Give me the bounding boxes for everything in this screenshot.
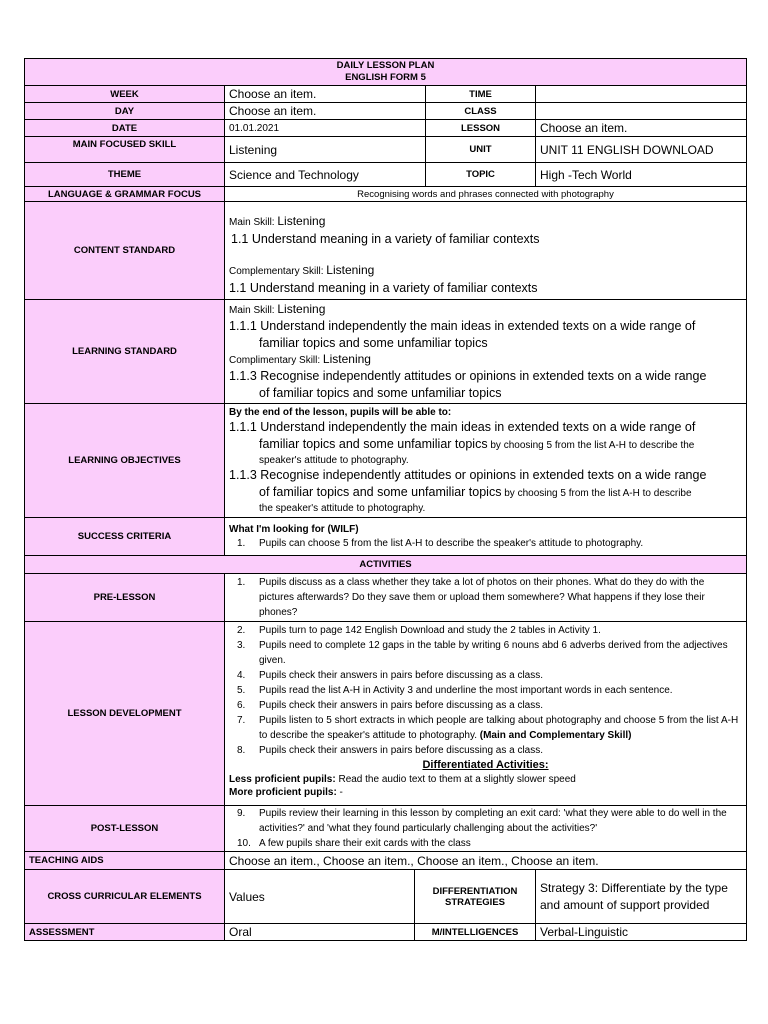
- grammar-label: LANGUAGE & GRAMMAR FOCUS: [25, 187, 225, 202]
- unit-field[interactable]: UNIT 11 ENGLISH DOWNLOAD: [536, 137, 747, 163]
- post-lesson-body: [225, 806, 747, 852]
- date-field[interactable]: 01.01.2021: [225, 120, 426, 137]
- theme-field[interactable]: Science and Technology: [225, 163, 426, 187]
- ls-comp-line-2: of familiar topics and some unfamiliar topics: [259, 385, 502, 400]
- topic-label: TOPIC: [426, 163, 536, 187]
- lo-1-line-3: speaker's attitude to photography.: [259, 455, 409, 466]
- grammar-field[interactable]: Recognising words and phrases connected with photography: [225, 187, 747, 202]
- lesson-plan-document: [24, 58, 746, 941]
- ls-comp-prefix: Complimentary Skill:: [229, 354, 323, 366]
- multiple-intelligences-field[interactable]: Verbal-Linguistic: [536, 924, 747, 941]
- cs-comp-text: 1.1 Understand meaning in a variety of familiar contexts: [229, 281, 538, 295]
- cs-main-prefix: Main Skill:: [229, 217, 278, 228]
- more-proficient-line: More proficient pupils: -: [229, 787, 343, 798]
- less-proficient-line: Less proficient pupils: Read the audio text to them at a slightly slower speed: [229, 774, 576, 785]
- ls-comp-line-1: 1.1.3 Recognise independently attitudes or opinions in extended texts on a wide range: [229, 368, 707, 383]
- lesson-development-label: LESSON DEVELOPMENT: [25, 622, 225, 806]
- pre-lesson-row: [25, 574, 747, 622]
- pre-lesson-body: [225, 574, 747, 622]
- list-item: 2. Pupils turn to page 142 English Download and study the 2 tables in Activity 1.: [237, 625, 601, 636]
- class-label: CLASS: [426, 103, 536, 120]
- time-field[interactable]: [536, 86, 747, 103]
- document-title: [25, 59, 747, 86]
- class-field[interactable]: [536, 103, 747, 120]
- day-row: [25, 103, 747, 120]
- success-criteria-row: [25, 518, 747, 556]
- activities-row: [25, 556, 747, 574]
- differentiated-activities-title: Differentiated Activities:: [422, 759, 549, 771]
- title-line-2: ENGLISH FORM 5: [345, 72, 426, 83]
- lo-2-line-3: the speaker's attitude to photography.: [259, 503, 426, 514]
- theme-label: THEME: [25, 163, 225, 187]
- list-item: 8. Pupils check their answers in pairs before discussing as a class.: [237, 745, 544, 756]
- lesson-development-row: [25, 622, 747, 806]
- learning-objectives-row: [25, 404, 747, 518]
- learning-standard-body: [225, 300, 747, 404]
- main-skill-field[interactable]: Listening: [225, 137, 426, 163]
- list-item: 10. A few pupils share their exit cards with the class: [237, 838, 471, 849]
- teaching-aids-row: [25, 852, 747, 870]
- teaching-aids-select[interactable]: Choose an item., Choose an item., Choose an item., Choose an item.: [225, 852, 747, 870]
- lo-2-tail: by choosing 5 from the list A-H to describe: [501, 488, 692, 499]
- ls-main-prefix: Main Skill:: [229, 304, 278, 316]
- lesson-plan-table: [24, 58, 747, 941]
- list-item: 9. Pupils review their learning in this lesson by completing an exit card: 'what they were able to do well in the activities?' and 'what they found particularly challenging about the activities?': [237, 808, 727, 834]
- lesson-development-list: [229, 623, 742, 758]
- list-item: 1. Pupils can choose 5 from the list A-H to describe the speaker's attitude to photography.: [237, 537, 644, 549]
- topic-field[interactable]: High -Tech World: [536, 163, 747, 187]
- list-item: 1. Pupils discuss as a class whether they take a lot of photos on their phones. What do they do with the pictures afterwards? Do they save them or upload them somewhere? What happens if they lose their phones?: [237, 577, 705, 618]
- content-standard-row: [25, 202, 747, 300]
- differentiation-field[interactable]: Strategy 3: Differentiate by the type and amount of support provided: [536, 870, 747, 924]
- learning-objectives-label: LEARNING OBJECTIVES: [25, 404, 225, 518]
- lesson-label: LESSON: [426, 120, 536, 137]
- lesson-development-body: [225, 622, 747, 806]
- success-criteria-body: [225, 518, 747, 556]
- pre-lesson-list: [229, 575, 742, 620]
- differentiation-label: DIFFERENTIATION STRATEGIES: [415, 870, 536, 924]
- list-item: 7. Pupils listen to 5 short extracts in which people are talking about photography and choose 5 from the list A-H to describe the speaker's attitude to photography. (Main and Complementary Skill): [237, 715, 739, 741]
- cs-main-text: 1.1 Understand meaning in a variety of familiar contexts: [231, 232, 540, 246]
- skill-row: [25, 137, 747, 163]
- post-lesson-list: [229, 806, 742, 851]
- header-row: [25, 59, 747, 86]
- grammar-row: [25, 187, 747, 202]
- time-label: TIME: [426, 86, 536, 103]
- lo-2-line-2: of familiar topics and some unfamiliar topics: [259, 485, 502, 499]
- unit-label: UNIT: [426, 137, 536, 163]
- theme-row: [25, 163, 747, 187]
- cs-main-skill: Listening: [277, 214, 326, 228]
- day-label: DAY: [25, 103, 225, 120]
- learning-objectives-body: [225, 404, 747, 518]
- lo-intro: By the end of the lesson, pupils will be able to:: [229, 407, 452, 418]
- cs-comp-skill: Listening: [326, 263, 375, 277]
- multiple-intelligences-label: M/INTELLIGENCES: [415, 924, 536, 941]
- week-select[interactable]: Choose an item.: [225, 86, 426, 103]
- assessment-label: ASSESSMENT: [25, 924, 225, 941]
- assessment-field[interactable]: Oral: [225, 924, 415, 941]
- cross-curricular-field[interactable]: Values: [225, 870, 415, 924]
- main-skill-label: MAIN FOCUSED SKILL: [25, 137, 225, 163]
- lo-1-line-2: familiar topics and some unfamiliar topics: [259, 437, 488, 451]
- learning-standard-label: LEARNING STANDARD: [25, 300, 225, 404]
- cross-curricular-label: CROSS CURRICULAR ELEMENTS: [25, 870, 225, 924]
- teaching-aids-label: TEACHING AIDS: [25, 852, 225, 870]
- cross-curricular-row: [25, 870, 747, 924]
- sc-intro: What I'm looking for (WILF): [229, 523, 359, 535]
- ls-main-line-2: familiar topics and some unfamiliar topics: [259, 335, 488, 350]
- lo-2-line-1: 1.1.3 Recognise independently attitudes or opinions in extended texts on a wide range: [229, 468, 707, 482]
- learning-standard-row: [25, 300, 747, 404]
- list-item: 4. Pupils check their answers in pairs before discussing as a class.: [237, 670, 544, 681]
- ls-comp-skill: Listening: [322, 351, 371, 366]
- list-item: 5. Pupils read the list A-H in Activity 3 and underline the most important words in each sentence.: [237, 685, 673, 696]
- lo-1-line-1: 1.1.1 Understand independently the main ideas in extended texts on a wide range of: [229, 420, 696, 434]
- date-row: [25, 120, 747, 137]
- success-criteria-label: SUCCESS CRITERIA: [25, 518, 225, 556]
- content-standard-label: CONTENT STANDARD: [25, 202, 225, 300]
- title-line-1: DAILY LESSON PLAN: [336, 60, 435, 71]
- ls-main-skill: Listening: [277, 301, 326, 316]
- day-select[interactable]: Choose an item.: [225, 103, 426, 120]
- pre-lesson-label: PRE-LESSON: [25, 574, 225, 622]
- assessment-row: [25, 924, 747, 941]
- date-label: DATE: [25, 120, 225, 137]
- activities-title: ACTIVITIES: [25, 556, 747, 574]
- cs-comp-prefix: Complementary Skill:: [229, 266, 327, 277]
- sc-list: [229, 536, 742, 551]
- post-lesson-row: [25, 806, 747, 852]
- lesson-select[interactable]: Choose an item.: [536, 120, 747, 137]
- content-standard-body: [225, 202, 747, 300]
- ls-main-line-1: 1.1.1 Understand independently the main ideas in extended texts on a wide range of: [229, 318, 696, 333]
- week-row: [25, 86, 747, 103]
- list-item: 3. Pupils need to complete 12 gaps in the table by writing 6 nouns abd 6 adverbs derived from the adjectives given.: [237, 640, 728, 666]
- lo-1-tail: by choosing 5 from the list A-H to describe the: [487, 440, 695, 451]
- week-label: WEEK: [25, 86, 225, 103]
- post-lesson-label: POST-LESSON: [25, 806, 225, 852]
- list-item: 6. Pupils check their answers in pairs before discussing as a class.: [237, 700, 544, 711]
